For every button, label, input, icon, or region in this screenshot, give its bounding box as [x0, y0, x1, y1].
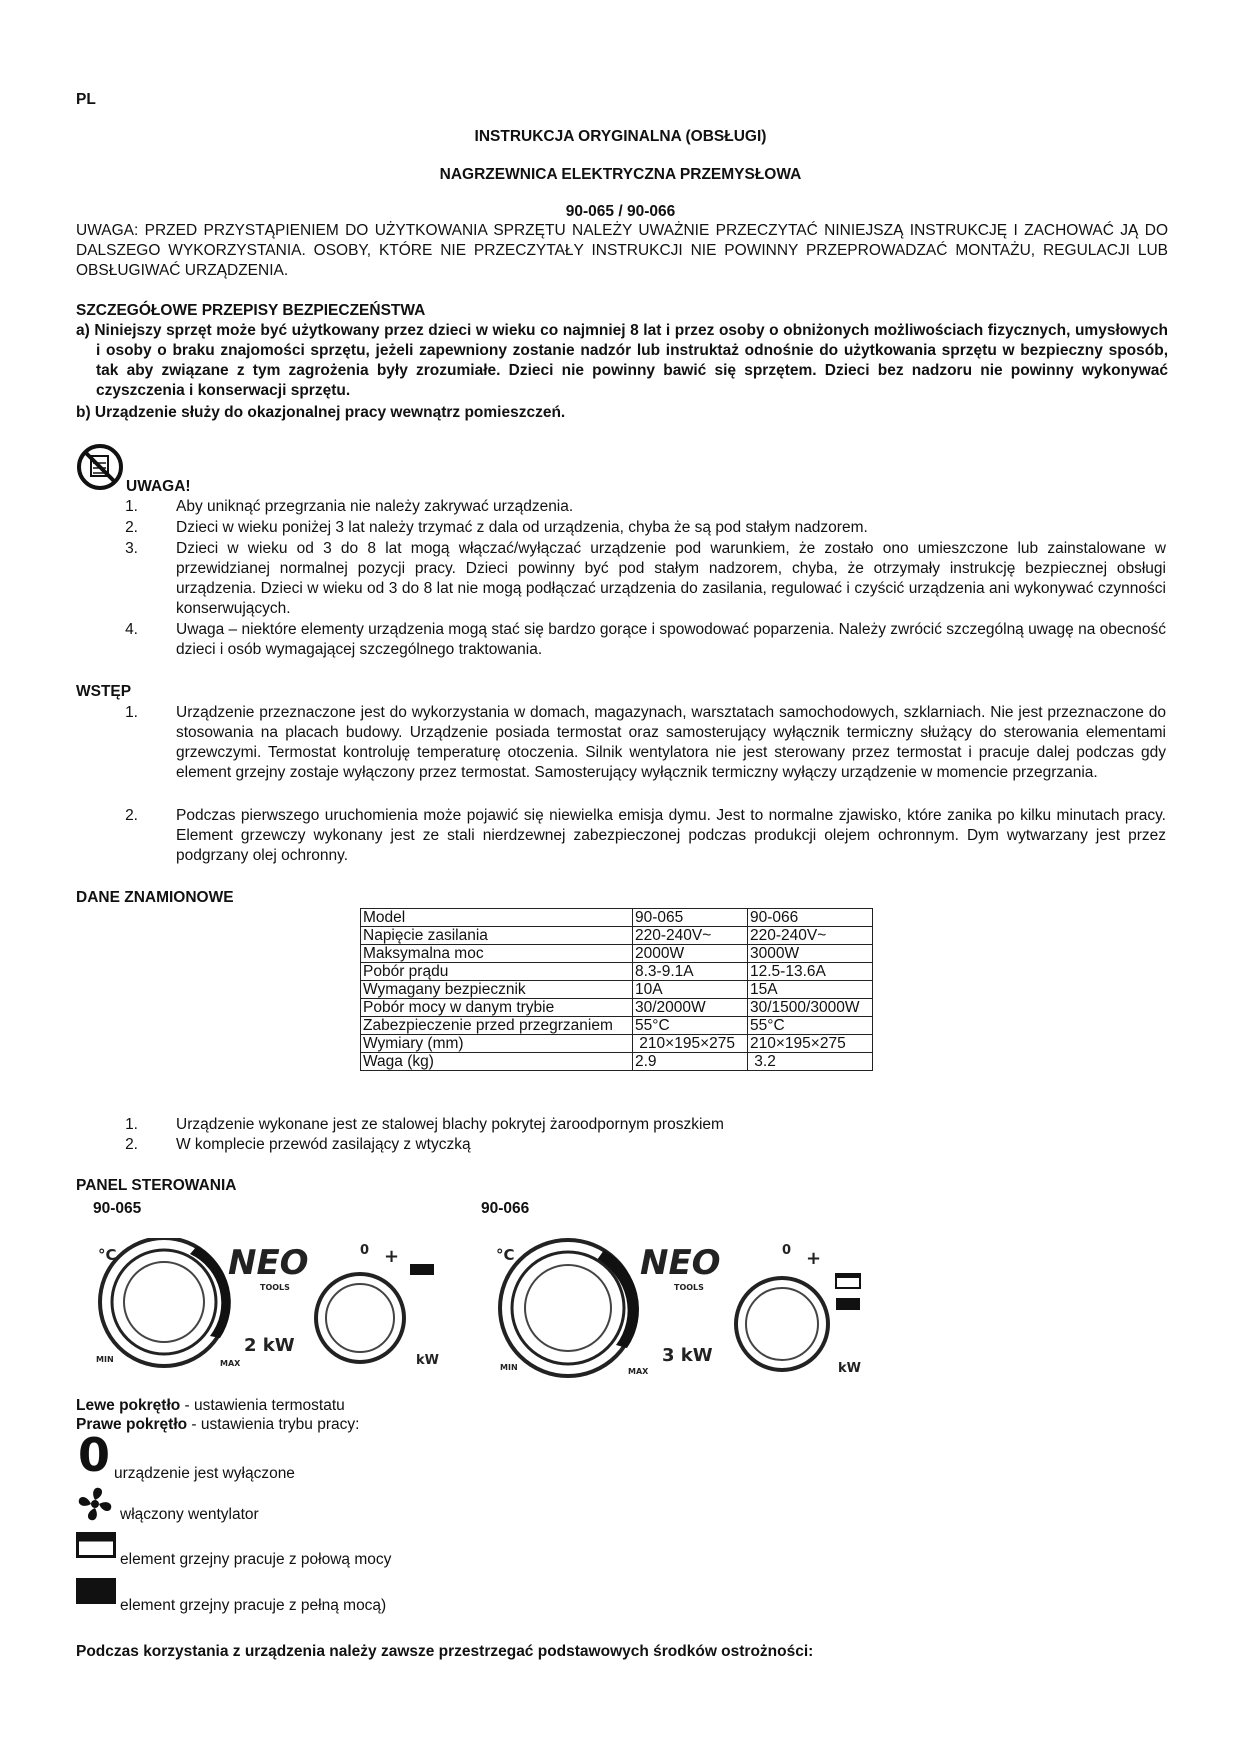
table-cell: 220-240V~: [633, 927, 748, 945]
right-knob-description: Prawe pokrętło - ustawienia trybu pracy:: [76, 1416, 360, 1433]
power-rating-label: 2 kW: [244, 1335, 295, 1356]
power-rating-label: 3 kW: [662, 1345, 713, 1366]
panel-heading: PANEL STEROWANIA: [76, 1177, 237, 1194]
mode-label: urządzenie jest wyłączone: [114, 1465, 295, 1482]
mode-label: element grzejny pracuje z pełną mocą): [120, 1597, 387, 1614]
table-row: [361, 1053, 873, 1071]
mode-label: włączony wentylator: [120, 1506, 259, 1523]
svg-text:+: +: [806, 1248, 822, 1269]
table-cell: 3.2: [748, 1053, 873, 1071]
mode-label: element grzejny pracuje z połową mocy: [120, 1551, 392, 1568]
table-cell: 90-065: [633, 909, 748, 927]
thermostat-knob: [112, 1250, 216, 1354]
model-numbers: 90-065 / 90-066: [565, 203, 676, 220]
wstep-item-text: Podczas pierwszego uruchomienia może pojawić się niewielka emisja dymu. Jest to normalne zjawisko, które zanika po kilku minutach pracy. Element grzewczy wykonany jest ze stali nierdzewnej zabezpieczonej podczas produkcji olejem ochronnym. Dym wytwarzany jest przez podgrzany olej ochronny.: [176, 807, 1166, 864]
table-cell: 55°C: [748, 1017, 873, 1035]
no-cover-warning-icon: [76, 443, 124, 491]
svg-text:kW: kW: [416, 1353, 439, 1368]
uwaga-label: UWAGA!: [126, 478, 191, 495]
svg-text:MAX: MAX: [628, 1367, 649, 1376]
svg-text:MAX: MAX: [220, 1359, 241, 1368]
table-row: [361, 999, 873, 1017]
full-power-mark: [836, 1298, 860, 1310]
table-cell: 30/1500/3000W: [748, 999, 873, 1017]
wstep-item-text: Urządzenie przeznaczone jest do wykorzystania w domach, magazynach, warsztatach samochodowych, szklarniach. Nie jest przeznaczone do stosowania na placach budowy. Urządzenie posiada termostat oraz samosterujący wyłącznik termiczny służący do sterowania elementami grzewczymi. Termostat kontroluję temperaturę otoczenia. Silnik wentylatora nie jest sterowany przez termostat i pracuje dalej podczas gdy element grzejny zostaje wyłączony przez termostat. Samosterujący wyłącznik termiczny wyłączy urządzenie w momencie przegrzania.: [176, 704, 1166, 781]
table-cell: 220-240V~: [748, 927, 873, 945]
language-code: PL: [76, 91, 96, 108]
table-row-label: Pobór mocy w danym trybie: [361, 999, 633, 1017]
table-row: [361, 945, 873, 963]
half-power-icon: [76, 1532, 116, 1558]
safety-heading: SZCZEGÓŁOWE PRZEPISY BEZPIECZEŃSTWA: [76, 302, 426, 319]
dane-heading: DANE ZNAMIONOWE: [76, 889, 234, 906]
svg-text:MIN: MIN: [96, 1355, 114, 1364]
uwaga-item-text: Dzieci w wieku poniżej 3 lat należy trzymać z dala od urządzenia, chyba że są pod stałym nadzorem.: [176, 519, 868, 536]
wstep-heading: WSTĘP: [76, 683, 132, 700]
table-cell: 8.3-9.1A: [633, 963, 748, 981]
table-row: [361, 909, 873, 927]
table-row-label: Napięcie zasilania: [361, 927, 633, 945]
panel-model-a: 90-065: [93, 1200, 142, 1217]
full-power-mark: [410, 1264, 434, 1275]
neo-logo: NEO: [640, 1243, 721, 1283]
table-cell: 2.9: [633, 1053, 748, 1071]
uwaga-item-text: Aby uniknąć przegrzania nie należy zakrywać urządzenia.: [176, 498, 574, 515]
uwaga-item-number: 4.: [125, 621, 138, 638]
svg-text:0: 0: [782, 1243, 792, 1258]
neo-logo: NEO: [228, 1243, 309, 1283]
deg-c-label: °C: [98, 1246, 117, 1264]
footer-note: Podczas korzystania z urządzenia należy zawsze przestrzegać podstawowych środków ostrożności:: [76, 1643, 814, 1660]
mode-knob: [736, 1278, 828, 1370]
note-item-text: W komplecie przewód zasilający z wtyczką: [176, 1136, 471, 1153]
note-item-number: 1.: [125, 1116, 138, 1133]
table-cell: 10A: [633, 981, 748, 999]
svg-text:MIN: MIN: [500, 1363, 518, 1372]
uwaga-item-text: Uwaga – niektóre elementy urządzenia mogą stać się bardzo gorące i spowodować poparzenia. Należy zwrócić szczególną uwagę na obecność dzieci i osób wymagającej szczególnego traktowania.: [176, 621, 1166, 658]
table-row-label: Pobór prądu: [361, 963, 633, 981]
table-cell: 210×195×275: [633, 1035, 748, 1053]
table-cell: 12.5-13.6A: [748, 963, 873, 981]
note-item-number: 2.: [125, 1136, 138, 1153]
uwaga-item-number: 3.: [125, 540, 138, 557]
specification-table: [360, 908, 873, 1071]
svg-text:TOOLS: TOOLS: [260, 1283, 290, 1292]
table-cell: 30/2000W: [633, 999, 748, 1017]
svg-text:kW: kW: [838, 1361, 861, 1376]
safety-item-a: a) Niniejszy sprzęt może być użytkowany przez dzieci w wieku co najmniej 8 lat i przez osoby o obniżonych możliwościach fizycznych, umysłowych i osoby o braku znajomości sprzętu, jeżeli zapewniony zostanie nadzór lub instruktaż odnośnie do użytkowania sprzętu w bezpieczny sposób, tak aby związane z tym zagrożenia były zrozumiałe. Dzieci nie powinny bawić się sprzętem. Dzieci bez nadzoru nie powinny wykonywać czyszczenia i konserwacji sprzętu.: [76, 322, 1168, 399]
table-cell: 2000W: [633, 945, 748, 963]
full-power-icon: [76, 1578, 116, 1604]
mode-knob: [316, 1274, 404, 1362]
table-row-label: Model: [361, 909, 633, 927]
table-row-label: Maksymalna moc: [361, 945, 633, 963]
table-row: [361, 927, 873, 945]
uwaga-item-number: 2.: [125, 519, 138, 536]
uwaga-item-number: 1.: [125, 498, 138, 515]
table-row-label: Wymagany bezpiecznik: [361, 981, 633, 999]
table-cell: 15A: [748, 981, 873, 999]
table-row: [361, 981, 873, 999]
deg-c-label: °C: [496, 1246, 515, 1264]
table-row-label: Wymiary (mm): [361, 1035, 633, 1053]
table-row: [361, 963, 873, 981]
note-item-text: Urządzenie wykonane jest ze stalowej blachy pokrytej żaroodpornym proszkiem: [176, 1116, 724, 1133]
document-subtitle: NAGRZEWNICA ELEKTRYCZNA PRZEMYSŁOWA: [439, 166, 802, 183]
wstep-item-number: 1.: [125, 704, 138, 721]
table-row: [361, 1035, 873, 1053]
thermostat-knob: [512, 1252, 624, 1364]
control-panel-90-065: [92, 1238, 452, 1370]
table-cell: 90-066: [748, 909, 873, 927]
zero-icon: 0: [78, 1428, 111, 1482]
svg-text:0: 0: [360, 1243, 370, 1258]
safety-item-b: b) Urządzenie służy do okazjonalnej pracy wewnątrz pomieszczeń.: [76, 404, 566, 421]
table-row-label: Waga (kg): [361, 1053, 633, 1071]
wstep-item-number: 2.: [125, 807, 138, 824]
document-title: INSTRUKCJA ORYGINALNA (OBSŁUGI): [474, 128, 767, 145]
svg-text:+: +: [384, 1246, 400, 1267]
control-panel-90-066: [486, 1238, 876, 1378]
uwaga-item-text: Dzieci w wieku od 3 do 8 lat mogą włączać/wyłączać urządzenie pod warunkiem, że zostało ono umieszczone lub zainstalowane w przewidzianej normalnej pozycji pracy. Dzieci powinny być pod stałym nadzorem, chyba, że otrzymały instrukcję bezpiecznej obsługi urządzenia. Dzieci w wieku od 3 do 8 lat nie mogą podłączać urządzenia do zasilania, regulować i czyścić urządzenia ani wykonywać czynności konserwujących.: [176, 540, 1166, 617]
table-row-label: Zabezpieczenie przed przegrzaniem: [361, 1017, 633, 1035]
panel-model-b: 90-066: [481, 1200, 530, 1217]
table-cell: 3000W: [748, 945, 873, 963]
table-row: [361, 1017, 873, 1035]
left-knob-description: Lewe pokrętło - ustawienia termostatu: [76, 1397, 345, 1414]
fan-icon: [76, 1485, 114, 1523]
warning-intro: UWAGA: PRZED PRZYSTĄPIENIEM DO UŻYTKOWANIA SPRZĘTU NALEŻY UWAŻNIE PRZECZYTAĆ NINIEJSZĄ INSTRUKCJĘ I ZACHOWAĆ JĄ DO DALSZEGO WYKORZYSTANIA. OSOBY, KTÓRE NIE PRZECZYTAŁY INSTRUKCJI NIE POWINNY PRZEPROWADZAĆ MONTAŻU, REGULACJI LUB OBSŁUGIWAĆ URZĄDZENIA.: [76, 222, 1168, 279]
svg-text:TOOLS: TOOLS: [674, 1283, 704, 1292]
table-cell: 210×195×275: [748, 1035, 873, 1053]
table-cell: 55°C: [633, 1017, 748, 1035]
